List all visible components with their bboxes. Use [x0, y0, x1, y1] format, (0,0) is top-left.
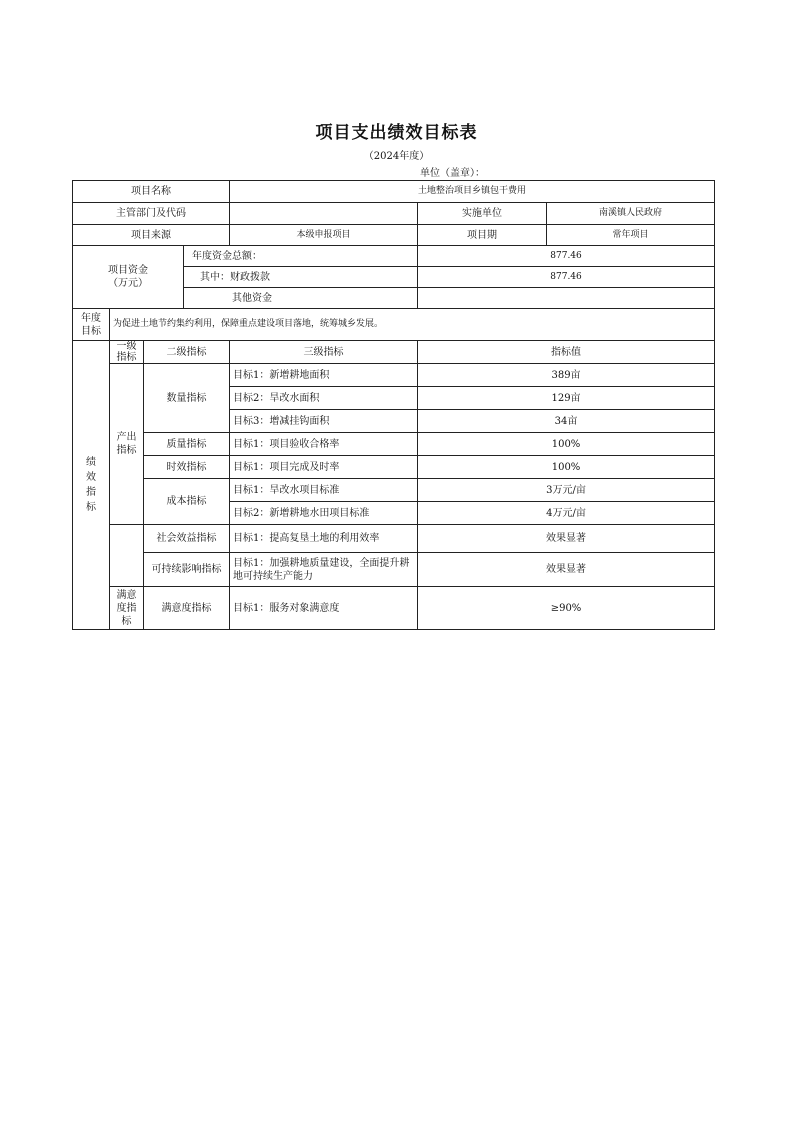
sustain-indicator-label: 可持续影响指标 [144, 553, 230, 587]
social-target-1: 目标1：提高复垦土地的利用效率 [230, 525, 418, 553]
cost-target-1: 目标1：旱改水项目标准 [230, 479, 418, 502]
annual-goal-label: 年度 目标 [73, 309, 110, 341]
sustain-target-1-value: 效果显著 [418, 553, 715, 587]
performance-target-table [72, 180, 715, 630]
satisfaction-target-1: 目标1：服务对象满意度 [230, 587, 418, 630]
project-name-value: 土地整治项目乡镇包干费用 [230, 181, 715, 203]
funds-total-value: 877.46 [418, 246, 715, 267]
quantity-target-1-value: 389亩 [418, 364, 715, 387]
effect-indicator-label [110, 525, 144, 587]
period-value: 常年项目 [547, 225, 715, 246]
quantity-target-2: 目标2：旱改水面积 [230, 387, 418, 410]
satisfaction-indicator-label: 满意度指标 [144, 587, 230, 630]
quantity-target-1: 目标1：新增耕地面积 [230, 364, 418, 387]
year-label: （2024年度） [363, 151, 430, 162]
funds-fiscal-value: 877.46 [418, 267, 715, 288]
sustain-target-1: 目标1：加强耕地质量建设，全面提升耕地可持续生产能力 [230, 553, 418, 587]
page-title: 项目支出绩效目标表 [315, 123, 478, 143]
header-value: 指标值 [418, 341, 715, 364]
quantity-target-3-value: 34亩 [418, 410, 715, 433]
unit-stamp-label: 单位（盖章）： [420, 168, 485, 179]
impl-unit-value: 南溪镇人民政府 [547, 203, 715, 225]
quantity-target-3: 目标3：增减挂钩面积 [230, 410, 418, 433]
funds-fiscal-label: 其中：财政拨款 [184, 267, 418, 288]
time-indicator-label: 时效指标 [144, 456, 230, 479]
quantity-indicator-label: 数量指标 [144, 364, 230, 433]
social-indicator-label: 社会效益指标 [144, 525, 230, 553]
header-level1: 一级 指标 [110, 341, 144, 364]
quality-target-1: 目标1：项目验收合格率 [230, 433, 418, 456]
source-label: 项目来源 [73, 225, 230, 246]
perf-indicator-label: 绩 效 指 标 [73, 341, 110, 630]
quality-indicator-label: 质量指标 [144, 433, 230, 456]
time-target-1-value: 100% [418, 456, 715, 479]
period-label: 项目期 [418, 225, 547, 246]
dept-value [230, 203, 418, 225]
satisfaction-level1-label: 满意 度指 标 [110, 587, 144, 630]
funds-total-label: 年度资金总额： [184, 246, 418, 267]
funds-other-label: 其他资金 [184, 288, 418, 309]
cost-target-2-value: 4万元/亩 [418, 502, 715, 525]
header-level2: 二级指标 [144, 341, 230, 364]
cost-indicator-label: 成本指标 [144, 479, 230, 525]
project-name-label: 项目名称 [73, 181, 230, 203]
annual-goal-text: 为促进土地节约集约利用，保障重点建设项目落地，统筹城乡发展。 [110, 309, 715, 341]
cost-target-1-value: 3万元/亩 [418, 479, 715, 502]
satisfaction-target-1-value: ≥90% [418, 587, 715, 630]
funds-other-value [418, 288, 715, 309]
header-level3: 三级指标 [230, 341, 418, 364]
quality-target-1-value: 100% [418, 433, 715, 456]
cost-target-2: 目标2：新增耕地水田项目标准 [230, 502, 418, 525]
dept-label: 主管部门及代码 [73, 203, 230, 225]
output-indicator-label: 产出 指标 [110, 364, 144, 525]
funds-label: 项目资金 （万元） [73, 246, 184, 309]
source-value: 本级申报项目 [230, 225, 418, 246]
social-target-1-value: 效果显著 [418, 525, 715, 553]
time-target-1: 目标1：项目完成及时率 [230, 456, 418, 479]
impl-unit-label: 实施单位 [418, 203, 547, 225]
quantity-target-2-value: 129亩 [418, 387, 715, 410]
